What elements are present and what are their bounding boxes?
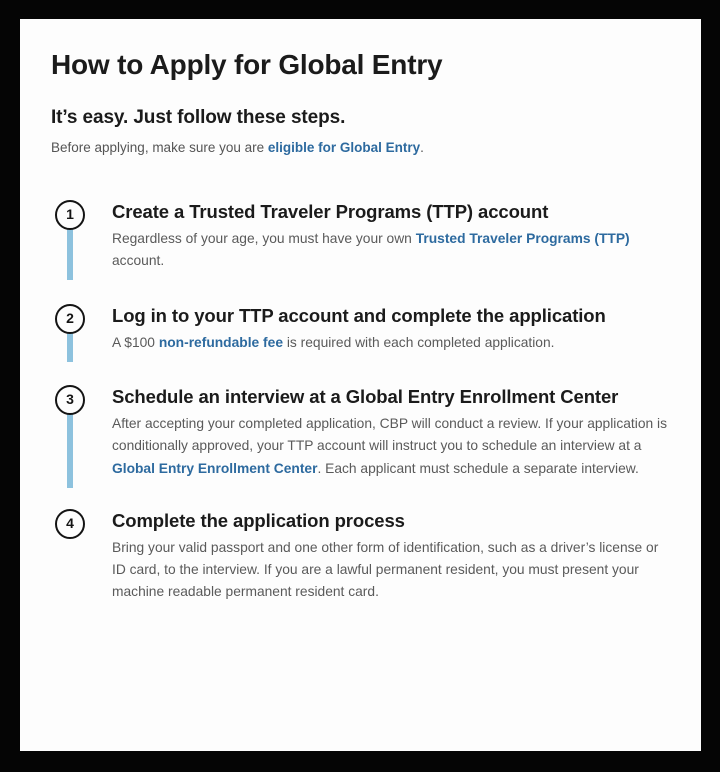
step-title: Complete the application process (112, 509, 405, 531)
step-connector-line (67, 333, 73, 362)
step-connector-line (67, 414, 73, 488)
intro-text-before: Before applying, make sure you are (51, 139, 268, 155)
steps-list (51, 200, 671, 603)
step-body-text: Regardless of your age, you must have your own (112, 230, 416, 246)
step-number-circle: 2 (55, 304, 85, 334)
step-body (112, 537, 671, 604)
step-title: Log in to your TTP account and complete the application (112, 305, 606, 327)
step-body-link[interactable]: non-refundable fee (158, 335, 283, 351)
step-item (51, 200, 671, 272)
step-body (112, 332, 671, 354)
step-title: Create a Trusted Traveler Programs (TTP) account (112, 201, 549, 223)
step-body-link[interactable]: Global Entry Enrollment Center (112, 460, 318, 476)
step-marker (55, 200, 93, 272)
step-connector-line (67, 229, 73, 280)
step-body-text: is required with each completed application. (283, 335, 555, 351)
step-body-text: A $100 (112, 335, 159, 351)
page-subtitle: It’s easy. Just follow these steps. (51, 107, 346, 129)
step-number-circle: 3 (55, 385, 85, 415)
step-body-text: Bring your valid passport and one other form of identification, such as a driver’s license or ID card, to the interview. If you are a lawful permanent resident, you must present your machine readable permanent resident card. (112, 539, 659, 600)
step-marker (55, 385, 93, 480)
step-body-text: After accepting your completed application, CBP will conduct a review. If your application is conditionally approved, your TTP account will instruct you to schedule an interview at a (112, 415, 667, 454)
eligibility-intro (51, 139, 671, 157)
step-number-circle: 1 (55, 200, 85, 230)
step-item (51, 385, 671, 480)
step-marker (55, 304, 93, 354)
page-title: How to Apply for Global Entry (51, 49, 443, 80)
step-body (112, 228, 671, 273)
step-item (51, 509, 671, 604)
step-title: Schedule an interview at a Global Entry Enrollment Center (112, 386, 619, 408)
step-number-circle: 4 (55, 509, 85, 539)
step-marker (55, 509, 93, 604)
step-item (51, 304, 671, 354)
content-panel (20, 19, 701, 751)
step-body (112, 413, 671, 480)
step-body-text: . Each applicant must schedule a separate interview. (317, 460, 639, 476)
content-inner (51, 33, 671, 604)
step-body-link[interactable]: Trusted Traveler Programs (TTP) (415, 230, 630, 246)
step-body-text: account. (112, 253, 165, 269)
intro-text-after: . (420, 139, 424, 155)
eligible-for-global-entry-link[interactable]: eligible for Global Entry (267, 139, 421, 155)
